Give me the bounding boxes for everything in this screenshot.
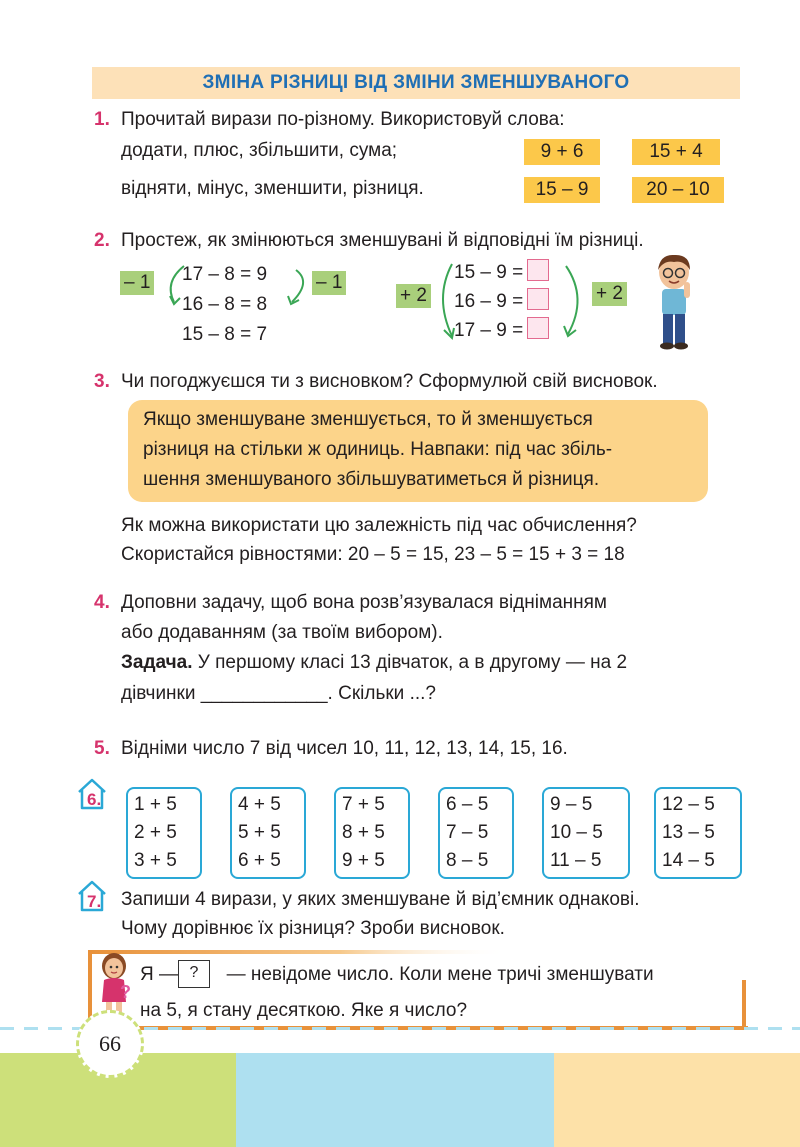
boy-illustration [648, 252, 700, 352]
expression: 1 + 5 [134, 794, 177, 815]
expression-group [126, 787, 202, 879]
expression: 14 – 5 [662, 850, 715, 871]
task-3-after1: Як можна використати цю залежність під час обчислення? [121, 515, 637, 536]
task-7-line1: Запиши 4 вирази, у яких зменшуване й від’ємник однакові. [121, 889, 640, 910]
task-4-line4: дівчинки ____________. Скільки ...? [121, 683, 436, 704]
expression-group [654, 787, 742, 879]
equation: 17 – 9 = [454, 320, 524, 341]
task-4-bold-label: Задача. [121, 652, 193, 673]
expression-box: 15 + 4 [632, 139, 720, 165]
task-4-number: 4. [94, 592, 110, 613]
unknown-number-box [178, 960, 210, 988]
expression-group [334, 787, 410, 879]
rule-line: Якщо зменшуване зменшується, то й зменшується [143, 409, 593, 430]
expression: 4 + 5 [238, 794, 281, 815]
task-5-number: 5. [94, 738, 110, 759]
rule-line: різниця на стільки ж одиниць. Навпаки: під час збіль- [143, 439, 613, 460]
task-7-line2: Чому дорівнює їх різниця? Зроби висновок. [121, 918, 505, 939]
expression: 9 + 5 [342, 850, 385, 871]
task-1-line3: відняти, мінус, зменшити, різниця. [121, 178, 424, 199]
arrows-left [160, 262, 320, 322]
expression-group [438, 787, 514, 879]
expression: 9 – 5 [550, 794, 593, 815]
expression: 7 – 5 [446, 822, 489, 843]
task-4-line1: Доповни задачу, щоб вона розв’язувалася відніманням [121, 592, 607, 613]
task-3-after2: Скористайся рівностями: 20 – 5 = 15, 23 – 5 = 15 + 3 = 18 [121, 544, 625, 565]
expression: 10 – 5 [550, 822, 603, 843]
plus-two-label: + 2 [592, 282, 627, 306]
expression: 6 – 5 [446, 794, 489, 815]
footer-band-yellow [554, 1053, 800, 1147]
minus-one-label: – 1 [120, 271, 154, 295]
expression: 13 – 5 [662, 822, 715, 843]
expression-group [230, 787, 306, 879]
minus-one-label: – 1 [312, 271, 346, 295]
page-number: 66 [76, 1010, 144, 1078]
expression: 8 + 5 [342, 822, 385, 843]
equation: 17 – 8 = 9 [182, 264, 268, 285]
task-3-line1: Чи погоджуєшся ти з висновком? Сформулюй свій висновок. [121, 371, 658, 392]
expression-box: 15 – 9 [524, 177, 600, 203]
task-7-number: 7. [87, 892, 102, 911]
equation: 15 – 9 = [454, 262, 524, 283]
expression: 6 + 5 [238, 850, 281, 871]
task-5-line1: Відніми число 7 від чисел 10, 11, 12, 13, 14, 15, 16. [121, 738, 568, 759]
task-2-line1: Простеж, як змінюються зменшувані й відповідні їм різниці. [121, 230, 644, 251]
expression: 3 + 5 [134, 850, 177, 871]
task-3-number: 3. [94, 371, 110, 392]
expression: 12 – 5 [662, 794, 715, 815]
equation: 15 – 8 = 7 [182, 324, 268, 345]
equation: 16 – 9 = [454, 291, 524, 312]
expression: 7 + 5 [342, 794, 385, 815]
svg-text:?: ? [120, 982, 131, 1002]
equation: 16 – 8 = 8 [182, 294, 268, 315]
page-title: ЗМІНА РІЗНИЦІ ВІД ЗМІНИ ЗМЕНШУВАНОГО [202, 72, 630, 93]
rule-line: шення зменшуваного збільшуватиметься й різниця. [143, 469, 600, 490]
rule-text [143, 405, 703, 495]
task-4-line2: або додаванням (за твоїм вибором). [121, 622, 443, 643]
expression: 8 – 5 [446, 850, 489, 871]
footer-band-blue [236, 1053, 554, 1147]
puzzle-line2: на 5, я стану десяткою. Яке я число? [140, 1000, 468, 1021]
arrows-right [432, 258, 592, 344]
task-4-line3: У першому класі 13 дівчаток, а в другому — на 2 [192, 652, 628, 673]
puzzle-pre: Я — [140, 964, 178, 985]
expression-box: 20 – 10 [632, 177, 724, 203]
expression: 11 – 5 [550, 850, 602, 871]
task-1-line1: Прочитай вирази по-різному. Використовуй слова: [121, 109, 565, 130]
plus-two-label: + 2 [396, 284, 431, 308]
expression: 5 + 5 [238, 822, 281, 843]
task-1-line2: додати, плюс, збільшити, сума; [121, 140, 398, 161]
expression-box: 9 + 6 [524, 139, 600, 165]
task-2-number: 2. [94, 230, 110, 251]
expression-group [542, 787, 630, 879]
unknown-number-glyph: ? [189, 964, 199, 981]
task-6-number: 6. [87, 790, 102, 809]
expression: 2 + 5 [134, 822, 177, 843]
task-1-number: 1. [94, 109, 110, 130]
puzzle-post: — невідоме число. Коли мене тричі зменшувати [226, 964, 654, 985]
